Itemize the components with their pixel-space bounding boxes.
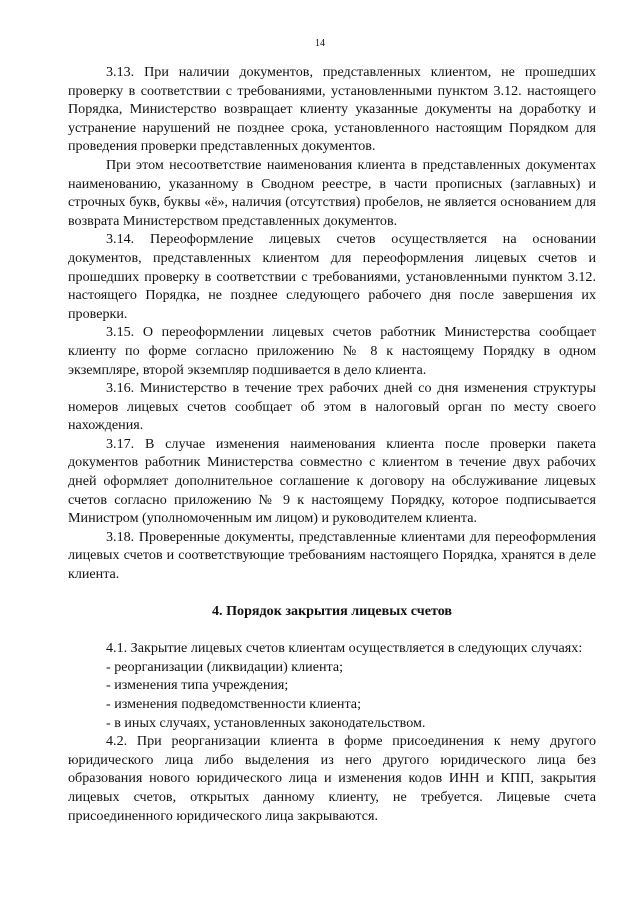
paragraph-3-16: 3.16. Министерство в течение трех рабочих дней со дня изменения структуры номеров лицевых счетов сообщает об этом в налоговый орган по месту своего нахождения. (68, 380, 596, 434)
list-item: - изменения типа учреждения; (106, 677, 289, 694)
list-item: - изменения подведомственности клиента; (106, 696, 361, 712)
document-body (68, 63, 596, 825)
paragraph-3-17: 3.17. В случае изменения наименования клиента после проверки пакета документов работник Министерства совместно с клиентом в течение двух рабочих дней оформляет дополнительное соглашение к договору на обслуживание лицевых счетов согласно приложению № 9 к настоящему Порядку, которое подписывается Министром (уполномоченным им лицом) и руководителем клиента. (68, 435, 596, 527)
paragraph-4-1: 4.1. Закрытие лицевых счетов клиентам осуществляется в следующих случаях: (106, 640, 583, 657)
paragraph-3-14: 3.14. Переоформление лицевых счетов осуществляется на основании документов, представленных клиентом для переоформления лицевых счетов и прошедших проверку в соответствии с требованиями, установленными пунктом 3.12. настоящего Порядка, не позднее следующего рабочего дня после завершения их проверки. (68, 231, 596, 322)
paragraph-3-15: 3.15. О переоформлении лицевых счетов работник Министерства сообщает клиенту по форме согласно приложению № 8 к настоящему Порядку в одном экземпляре, второй экземпляр подшивается в дело клиента. (68, 324, 596, 378)
list-item: - в иных случаях, установленных законодательством. (106, 714, 426, 731)
paragraph-4-2: 4.2. При реорганизации клиента в форме присоединения к нему другого юридического лица либо выделения из него другого юридического лица без образования нового юридического лица и изменения кодов ИНН и КПП, закрытия лицевых счетов, открытых данному клиенту, не требуется. Лицевые счета присоединенного юридического лица закрываются. (68, 733, 596, 824)
list-item: - реорганизации (ликвидации) клиента; (106, 658, 344, 675)
paragraph-3-13: 3.13. При наличии документов, представленных клиентом, не прошедших проверку в соответствии с требованиями, установленными пунктом 3.12. настоящего Порядка, Министерство возвращает клиенту указанные документы на доработку и устранение нарушений не позднее срока, установленного настоящим Порядком для проведения проверки представленных документов. (68, 64, 596, 155)
paragraph-3-18: 3.18. Проверенные документы, представленные клиентами для переоформления лицевых счетов и соответствующие требованиям настоящего Порядка, хранятся в деле клиента. (68, 528, 596, 583)
section-heading: 4. Порядок закрытия лицевых счетов (211, 602, 453, 619)
page-number: 14 (315, 38, 325, 49)
paragraph-3-13-note: При этом несоответствие наименования клиента в представленных документах наименованию, указанному в Сводном реестре, в части прописных (заглавных) и строчных букв, буквы «ё», наличия (отсутствия) пробелов, не является основанием для возврата Министерством представленных документов. (68, 156, 596, 229)
